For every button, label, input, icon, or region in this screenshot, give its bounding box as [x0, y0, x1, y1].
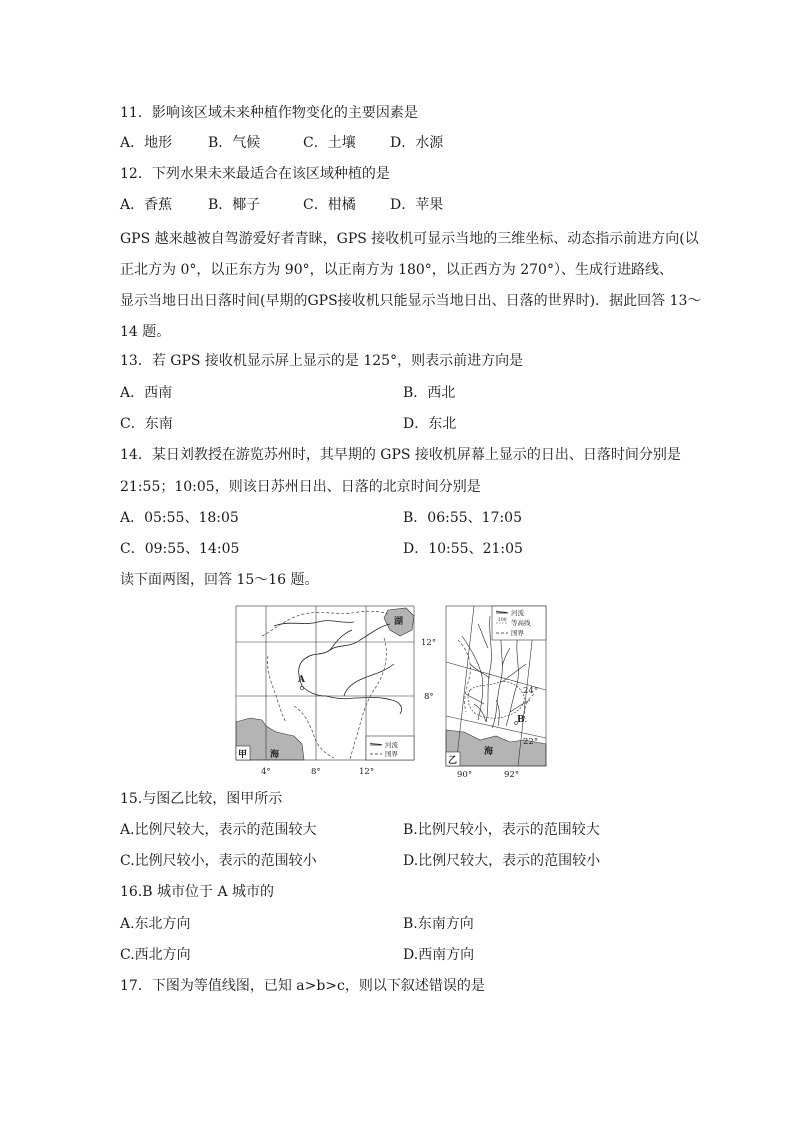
map-yi-legend-contour: 等高线: [511, 619, 531, 627]
map-jia-legend: [366, 736, 414, 760]
q16-option-d: D.西南方向: [403, 947, 475, 963]
map-yi-legend-contour-value: 100: [498, 618, 507, 623]
q15-option-d: D.比例尺较大，表示的范围较小: [403, 853, 601, 869]
map-jia: [236, 606, 436, 777]
q13-option-d: D．东北: [403, 416, 457, 432]
q16-option-b: B.东南方向: [403, 916, 474, 932]
map-jia-lat-12: 12°: [421, 638, 437, 648]
q11-stem: 11．影响该区域未来种植作物变化的主要因素是: [120, 105, 418, 121]
q12-option-d: D．苹果: [390, 197, 444, 213]
map-jia-corner-label: 甲: [238, 750, 248, 760]
map-yi-lat-24: 24°: [523, 686, 539, 696]
q14-option-b: B．06:55、17:05: [403, 510, 522, 526]
map-yi-lon-92: 92°: [504, 770, 520, 780]
map-jia-lon-8: 8°: [311, 767, 321, 777]
q12-stem: 12．下列水果未来最适合在该区域种植的是: [120, 166, 390, 182]
q17-stem: 17．下图为等值线图，已知 a>b>c，则以下叙述错误的是: [120, 978, 485, 994]
q13-option-b: B．西北: [403, 385, 456, 401]
q13-option-c: C．东南: [120, 416, 173, 432]
gps-intro-line: GPS 越来越被自驾游爱好者青睐，GPS 接收机可显示当地的三维坐标、动态指示前进方向(以: [120, 231, 699, 247]
map-yi-lon-90: 90°: [457, 770, 473, 780]
q16-option-a: A.东北方向: [120, 916, 191, 932]
city-a-marker: [300, 686, 303, 689]
q16-option-c: C.西北方向: [120, 947, 191, 963]
gps-intro-line: 正北方为 0°，以正东方为 90°，以正南方为 180°，以正西方为 270°）、生成行进路线、: [120, 262, 673, 278]
map-jia-legend-river: 河流: [385, 741, 398, 749]
q13-stem: 13．若 GPS 接收机显示屏上显示的是 125°，则表示前进方向是: [120, 353, 524, 369]
maps-figure: [234, 604, 550, 782]
map-yi: [446, 606, 546, 780]
q14-option-c: C．09:55、14:05: [120, 541, 240, 557]
q14-option-d: D．10:55、21:05: [403, 541, 523, 557]
map-yi-legend-river: 河流: [511, 609, 524, 617]
gps-intro-line: 14 题。: [120, 324, 171, 340]
map-yi-sea-label: 海: [484, 747, 494, 757]
q16-stem: 16.B 城市位于 A 城市的: [120, 884, 275, 900]
q14-stem-line1: 14．某日刘教授在游览苏州时，其早期的 GPS 接收机屏幕上显示的日出、日落时间分别是: [120, 447, 681, 463]
maps-instruction: 读下面两图，回答 15～16 题。: [120, 572, 319, 588]
q15-stem: 15.与图乙比较，图甲所示: [120, 791, 283, 807]
q15-option-a: A.比例尺较大，表示的范围较大: [120, 822, 317, 838]
q15-option-b: B.比例尺较小，表示的范围较大: [403, 822, 600, 838]
map-yi-corner-label: 乙: [448, 756, 458, 766]
q15-option-c: C.比例尺较小，表示的范围较小: [120, 853, 317, 869]
map-jia-lat-8: 8°: [424, 692, 434, 702]
q14-stem-line2: 21:55；10:05，则该日苏州日出、日落的北京时间分别是: [120, 479, 481, 495]
map-jia-lon-12: 12°: [359, 767, 375, 777]
q11-option-c: C．土壤: [303, 135, 356, 151]
city-b-label: B: [517, 715, 525, 725]
q14-option-a: A．05:55、18:05: [120, 510, 239, 526]
map-jia-sea-label: 海: [270, 750, 280, 760]
map-jia-lon-4: 4°: [261, 767, 271, 777]
map-yi-legend-border: 国界: [511, 629, 524, 637]
lake-label: 湖: [394, 617, 404, 627]
q12-option-a: A．香蕉: [120, 197, 173, 213]
map-yi-legend: [492, 606, 546, 640]
gps-intro-paragraph: [120, 224, 702, 348]
q11-option-b: B．气候: [208, 135, 261, 151]
q11-option-a: A．地形: [120, 135, 173, 151]
map-yi-lat-22: 22°: [523, 737, 539, 747]
q11-option-d: D．水源: [390, 135, 444, 151]
q12-option-b: B．椰子: [208, 197, 261, 213]
city-a-label: A: [298, 675, 305, 685]
q12-option-c: C．柑橘: [303, 197, 356, 213]
gps-intro-line: 显示当地日出日落时间(早期的GPS接收机只能显示当地日出、日落的世界时)．据此回答 13～: [120, 293, 702, 309]
map-jia-legend-border: 国界: [385, 750, 398, 758]
q13-option-a: A．西南: [120, 385, 173, 401]
